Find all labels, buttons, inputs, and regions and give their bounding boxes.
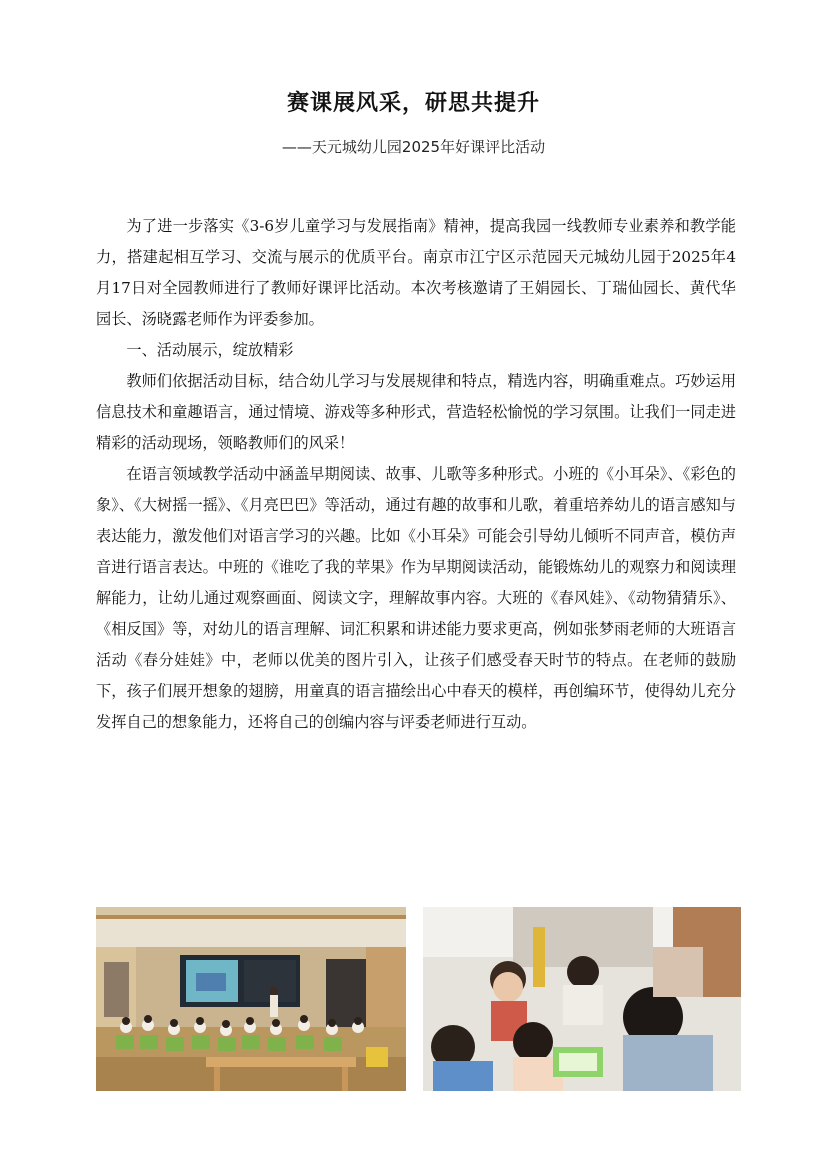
section-heading: 一、活动展示，绽放精彩 bbox=[126, 341, 294, 359]
group-activity-photo bbox=[423, 907, 741, 1091]
document-subtitle: ——天元城幼儿园2025年好课评比活动 bbox=[281, 138, 546, 156]
document-title: 赛课展风采，研思共提升 bbox=[286, 91, 540, 116]
intro-paragraph: 为了进一步落实《3-6岁儿童学习与发展指南》精神，提高我园一线教师专业素养和教学能力，搭建起相互学习、交流与展示的优质平台。南京市江宁区示范园天元城幼儿园于2025年4月17日对全园教师进行了教师好课评比活动。本次考核邀请了王娟园长、丁瑞仙园长、黄代华园长、汤晓露老师作为评委参加。 bbox=[96, 217, 736, 328]
activity-paragraph: 教师们依据活动目标，结合幼儿学习与发展规律和特点，精选内容，明确重难点。巧妙运用信息技术和童趣语言，通过情境、游戏等多种形式，营造轻松愉悦的学习氛围。让我们一同走进精彩的活动现场，领略教师们的风采！ bbox=[96, 372, 736, 452]
classroom-photo bbox=[96, 907, 406, 1091]
document-body bbox=[96, 211, 736, 738]
language-paragraph: 在语言领域教学活动中涵盖早期阅读、故事、儿歌等多种形式。小班的《小耳朵》、《彩色的象》、《大树摇一摇》、《月亮巴巴》等活动，通过有趣的故事和儿歌，着重培养幼儿的语言感知与表达能力，激发他们对语言学习的兴趣。比如《小耳朵》可能会引导幼儿倾听不同声音，模仿声音进行语言表达。中班的《谁吃了我的苹果》作为早期阅读活动，能锻炼幼儿的观察力和阅读理解能力，让幼儿通过观察画面、阅读文字，理解故事内容。大班的《春风娃》、《动物猜猜乐》、《相反国》等，对幼儿的语言理解、词汇积累和讲述能力要求更高，例如张梦雨老师的大班语言活动《春分娃娃》中，老师以优美的图片引入，让孩子们感受春天时节的特点。在老师的鼓励下，孩子们展开想象的翅膀，用童真的语言描绘出心中春天的模样，再创编环节，使得幼儿充分发挥自己的想象能力，还将自己的创编内容与评委老师进行互动。 bbox=[96, 465, 736, 731]
